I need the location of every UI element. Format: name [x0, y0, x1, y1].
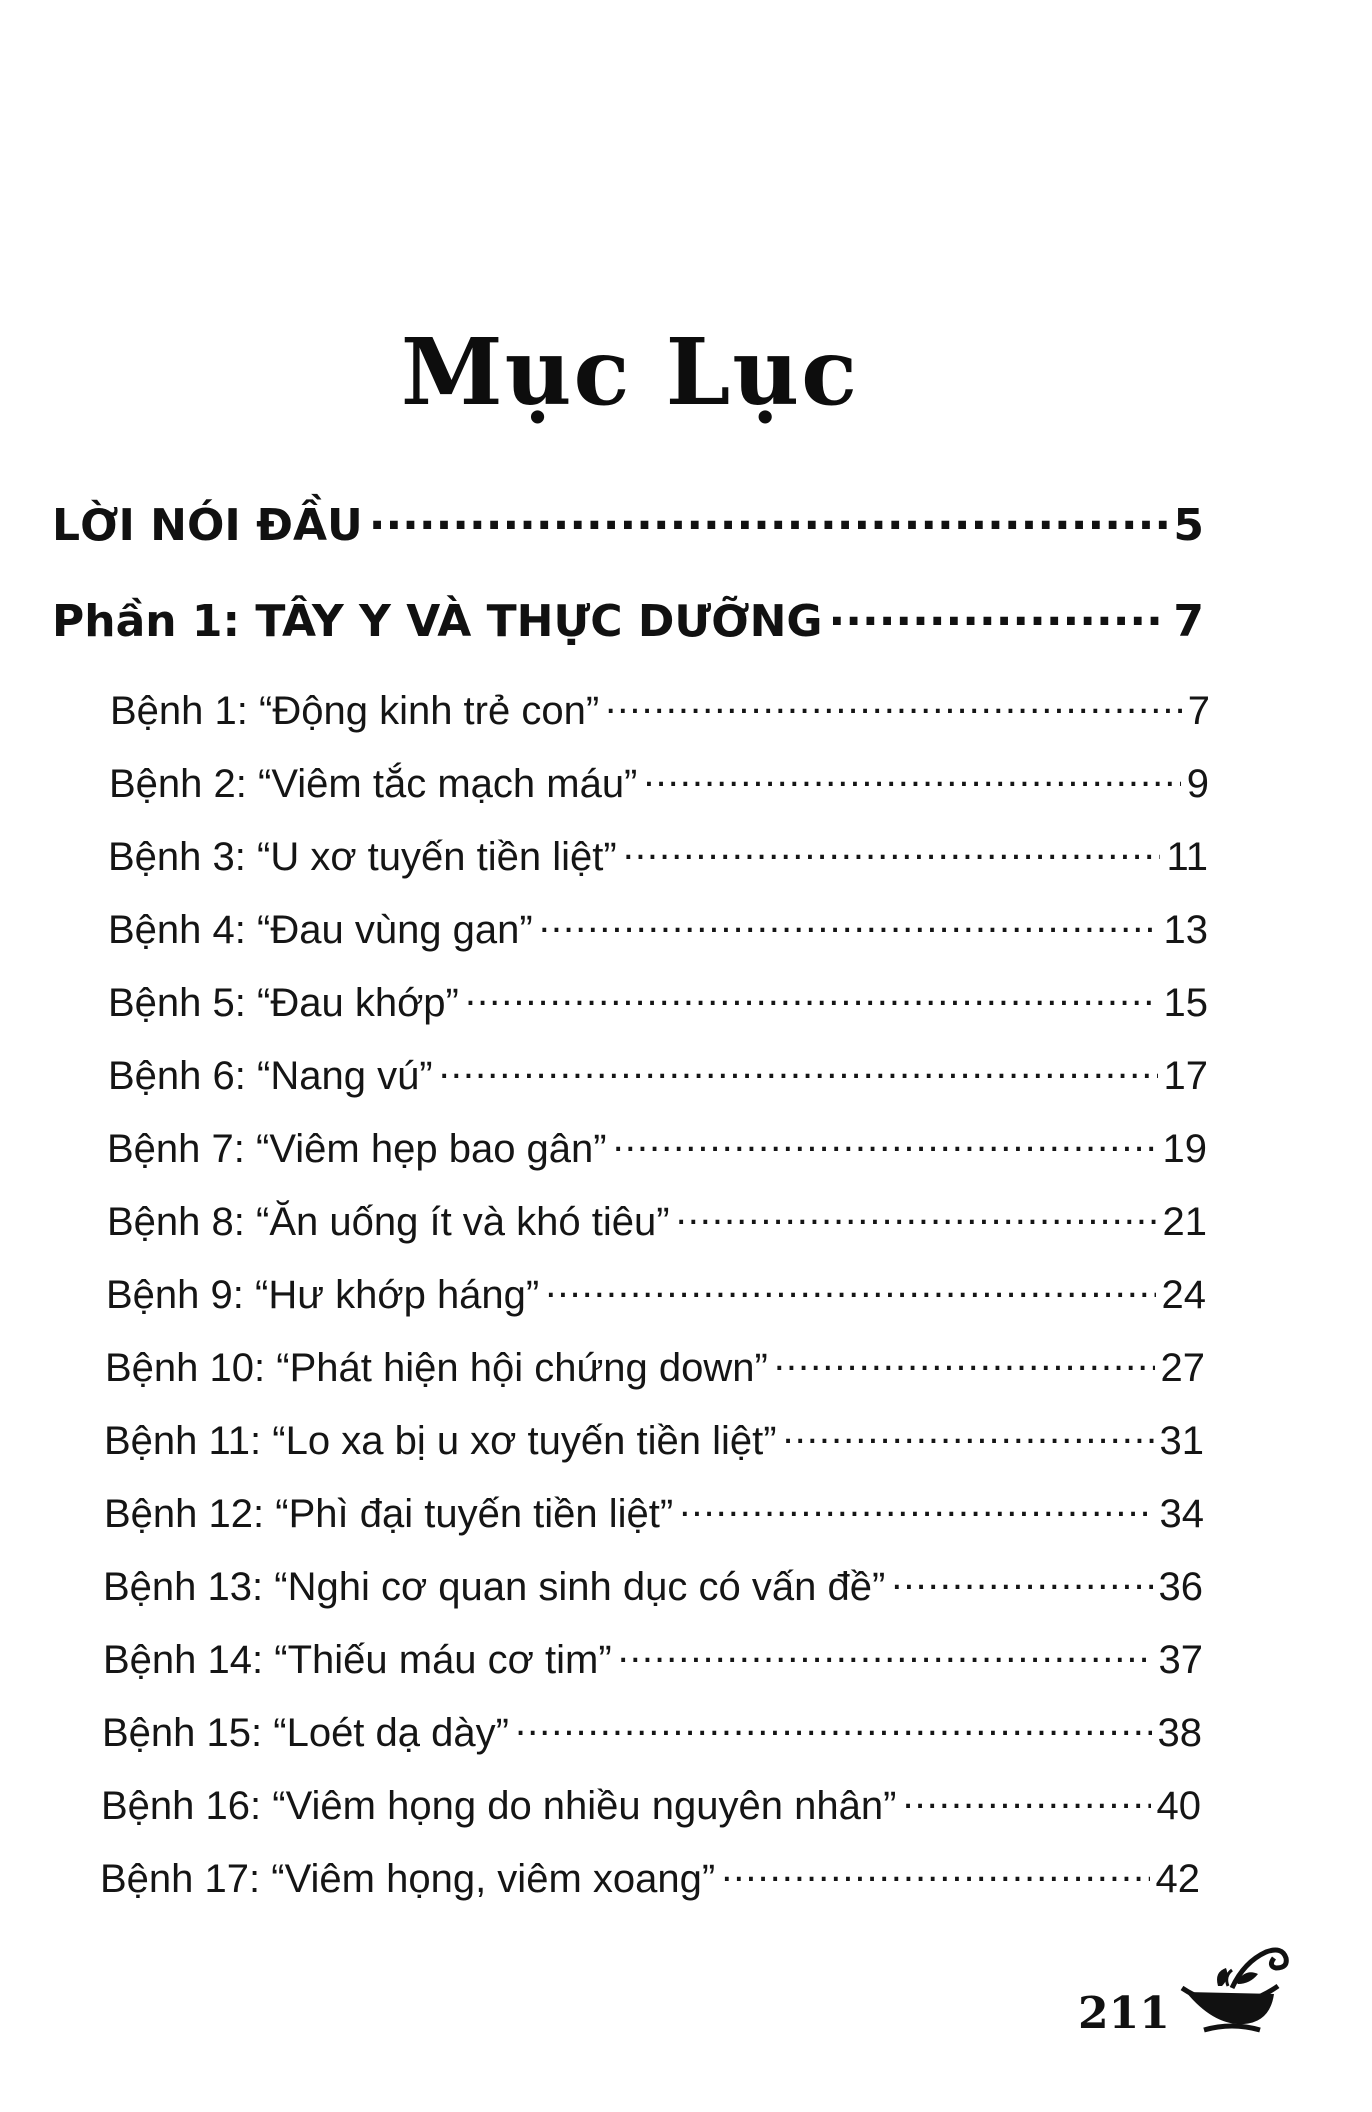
toc-entry-page: 34 — [1159, 1492, 1204, 1536]
toc-entry-page: 19 — [1162, 1127, 1207, 1171]
mortar-and-herb-icon — [1174, 1942, 1292, 2039]
page-number: 211 — [1078, 1988, 1170, 2039]
dot-leader — [545, 1264, 1155, 1308]
toc-entry-label: Bệnh 8: “Ăn uống ít và khó tiêu” — [107, 1200, 670, 1244]
toc-entry-sub — [101, 1775, 1201, 1829]
dot-leader — [902, 1775, 1150, 1819]
toc-entry-sub — [108, 1045, 1208, 1099]
toc-entry-sub — [108, 972, 1208, 1026]
toc-entry-label: Bệnh 1: “Động kinh trẻ con” — [110, 689, 600, 733]
dot-leader — [605, 680, 1182, 724]
toc-entry-sub — [104, 1483, 1204, 1537]
toc-entry-label: Bệnh 7: “Viêm hẹp bao gân” — [107, 1127, 607, 1171]
toc-entry-sub — [109, 753, 1209, 807]
page-title: Mục Lục — [400, 318, 860, 426]
toc-entry-page: 40 — [1156, 1784, 1201, 1828]
toc-entry-label: Bệnh 4: “Đau vùng gan” — [108, 908, 533, 952]
toc-entry-page: 37 — [1158, 1638, 1203, 1682]
toc-entry-page: 7 — [1187, 689, 1210, 733]
toc-entry-sub — [107, 1118, 1207, 1172]
toc-entry-sub — [104, 1410, 1204, 1464]
toc-entry-page: 5 — [1173, 500, 1204, 552]
toc-entry-sub — [103, 1556, 1203, 1610]
toc-entry-label: Bệnh 6: “Nang vú” — [108, 1054, 433, 1098]
toc-entry-label: Bệnh 5: “Đau khớp” — [108, 981, 459, 1025]
toc-entry-page: 11 — [1166, 835, 1208, 879]
toc-entry-page: 36 — [1158, 1565, 1203, 1609]
toc-entry-label: Bệnh 12: “Phì đại tuyến tiền liệt” — [104, 1492, 674, 1536]
dot-leader — [891, 1556, 1152, 1600]
toc-entry-sub — [103, 1629, 1203, 1683]
toc-entry-label: Bệnh 2: “Viêm tắc mạch máu” — [109, 762, 638, 806]
toc-entry-page: 21 — [1162, 1200, 1207, 1244]
toc-entry-page: 42 — [1155, 1857, 1200, 1901]
dot-leader — [829, 588, 1168, 636]
toc-entry-label: Bệnh 17: “Viêm họng, viêm xoang” — [100, 1857, 716, 1901]
toc-entry-page: 7 — [1173, 596, 1204, 648]
toc-entry-label: Bệnh 10: “Phát hiện hội chứng down” — [105, 1346, 768, 1390]
toc-entry-page: 9 — [1186, 762, 1209, 806]
toc-entry-preface — [52, 492, 1204, 551]
toc-entry-page: 38 — [1157, 1711, 1202, 1755]
dot-leader — [676, 1191, 1157, 1235]
toc-entry-page: 17 — [1163, 1054, 1208, 1098]
toc-entry-sub — [105, 1337, 1205, 1391]
dot-leader — [623, 826, 1161, 870]
toc-entry-label: Bệnh 15: “Loét dạ dày” — [102, 1711, 509, 1755]
toc-entry-part-1 — [52, 588, 1204, 647]
toc-entry-label: Bệnh 13: “Nghi cơ quan sinh dục có vấn đề” — [103, 1565, 886, 1609]
toc-entry-label: Bệnh 3: “U xơ tuyến tiền liệt” — [108, 835, 617, 879]
toc-entry-page: 15 — [1163, 981, 1208, 1025]
toc-entry-page: 13 — [1163, 908, 1208, 952]
dot-leader — [369, 492, 1168, 540]
dot-leader — [465, 972, 1158, 1016]
toc-entry-page: 31 — [1159, 1419, 1204, 1463]
dot-leader — [783, 1410, 1154, 1454]
dot-leader — [539, 899, 1158, 943]
dot-leader — [643, 753, 1180, 797]
toc-entry-sub — [108, 899, 1208, 953]
toc-entry-label: Bệnh 11: “Lo xa bị u xơ tuyến tiền liệt” — [104, 1419, 777, 1463]
toc-entry-label: Phần 1: TÂY Y VÀ THỰC DƯỠNG — [52, 596, 823, 648]
dot-leader — [618, 1629, 1153, 1673]
toc-entry-sub — [102, 1702, 1202, 1756]
dot-leader — [679, 1483, 1153, 1527]
dot-leader — [613, 1118, 1157, 1162]
dot-leader — [515, 1702, 1152, 1746]
dot-leader — [439, 1045, 1158, 1089]
toc-entry-sub — [110, 680, 1210, 734]
toc-entry-sub — [106, 1264, 1206, 1318]
toc-entry-sub — [108, 826, 1208, 880]
toc-entry-sub — [100, 1848, 1200, 1902]
toc-entry-label: Bệnh 9: “Hư khớp háng” — [106, 1273, 540, 1317]
toc-entry-label: LỜI NÓI ĐẦU — [52, 500, 363, 552]
toc-entry-page: 27 — [1160, 1346, 1205, 1390]
page-footer — [1078, 1942, 1292, 2039]
toc-entry-sub — [107, 1191, 1207, 1245]
dot-leader — [721, 1848, 1149, 1892]
dot-leader — [774, 1337, 1155, 1381]
toc-entry-label: Bệnh 16: “Viêm họng do nhiều nguyên nhân” — [101, 1784, 897, 1828]
toc-entry-label: Bệnh 14: “Thiếu máu cơ tim” — [103, 1638, 612, 1682]
toc-entry-page: 24 — [1161, 1273, 1206, 1317]
